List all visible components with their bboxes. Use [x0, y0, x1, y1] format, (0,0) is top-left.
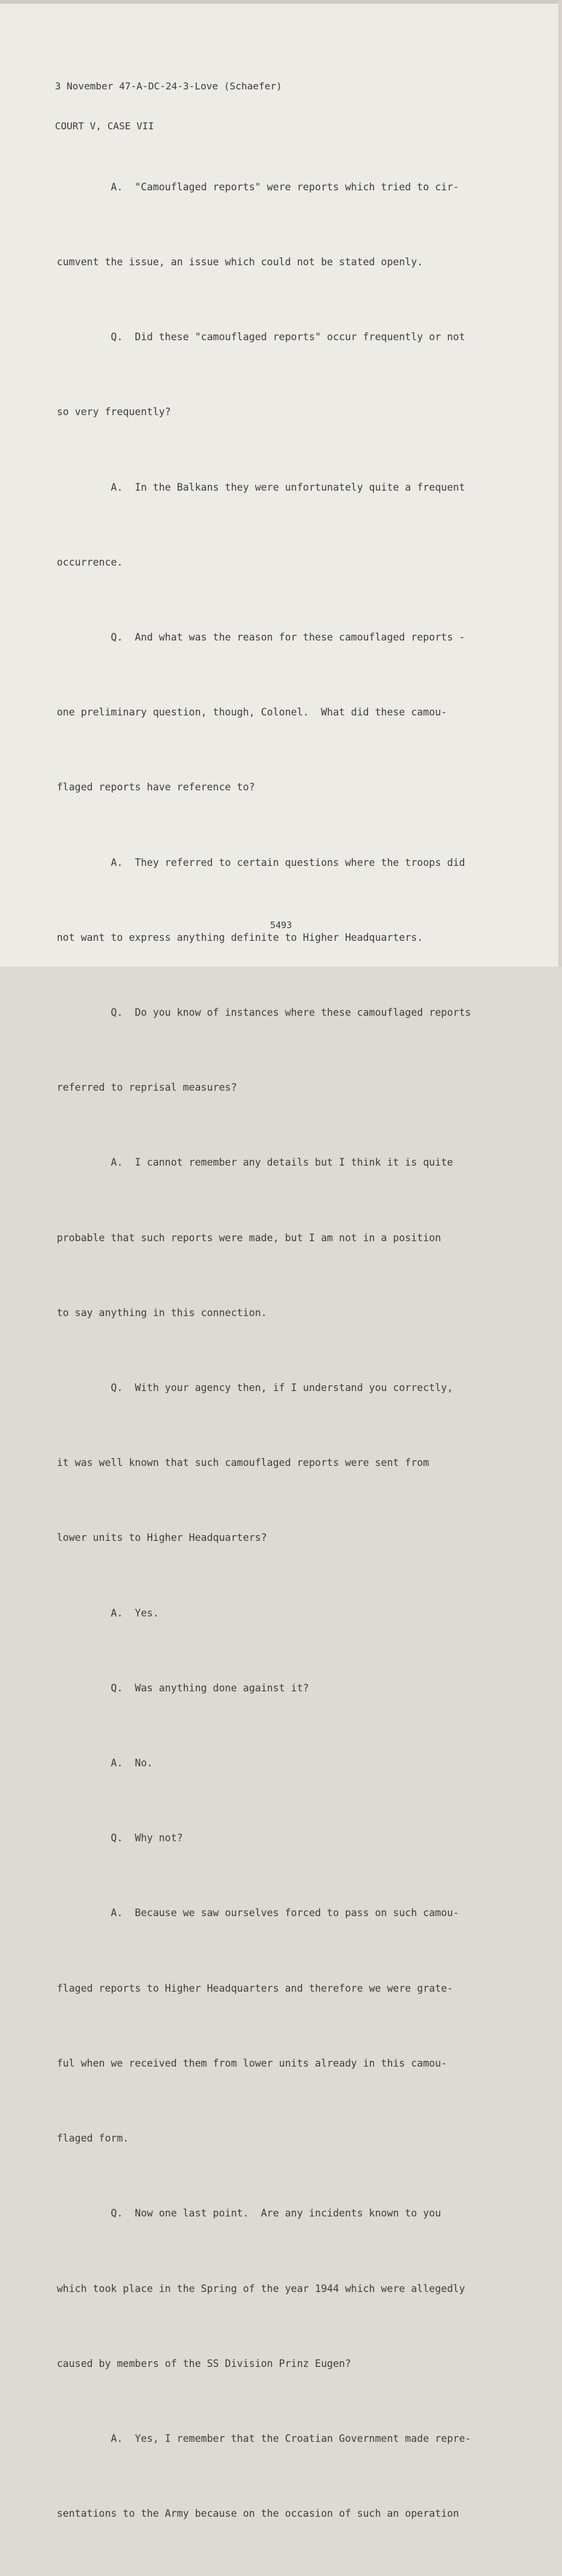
transcript-body	[57, 124, 540, 2576]
transcript-line: Q. And what was the reason for these camouflaged reports -	[57, 631, 465, 644]
transcript-line: which took place in the Spring of the year 1944 which were allegedly	[57, 2282, 465, 2294]
transcript-line: probable that such reports were made, but I am not in a position	[57, 1232, 441, 1244]
transcript-line: not want to express anything definite to Higher Headquarters.	[57, 931, 423, 943]
transcript-line: Q. Do you know of instances where these camouflaged reports	[57, 1007, 471, 1019]
transcript-line: A. I cannot remember any details but I think it is quite	[57, 1157, 453, 1169]
transcript-line: A. Because we saw ourselves forced to pass on such camou-	[57, 1907, 459, 1919]
transcript-line: flaged reports have reference to?	[57, 781, 255, 793]
header-date-reference: 3 November 47-A-DC-24-3-Love (Schaefer)	[55, 80, 282, 92]
header-court-case: COURT V, CASE VII	[55, 120, 154, 132]
transcript-line: caused by members of the SS Division Prinz Eugen?	[57, 2357, 351, 2369]
transcript-line: occurrence.	[57, 556, 123, 568]
transcript-line: flaged form.	[57, 2132, 129, 2145]
transcript-line: so very frequently?	[57, 406, 171, 418]
transcript-line: ful when we received them from lower units already in this camou-	[57, 2057, 447, 2069]
page-number: 5493	[270, 920, 292, 931]
transcript-line: flaged reports to Higher Headquarters and therefore we were grate-	[57, 1982, 453, 1994]
transcript-line: A. Yes, I remember that the Croatian Government made repre-	[57, 2432, 471, 2444]
transcript-line: cumvent the issue, an issue which could not be stated openly.	[57, 256, 423, 268]
scan-top-edge	[0, 0, 562, 4]
transcript-line: lower units to Higher Headquarters?	[57, 1532, 267, 1544]
transcript-line: Q. Now one last point. Are any incidents known to you	[57, 2207, 441, 2219]
transcript-line: Q. Did these "camouflaged reports" occur frequently or not	[57, 331, 465, 343]
transcript-line: A. "Camouflaged reports" were reports which tried to cir-	[57, 181, 459, 193]
transcript-line: Q. Was anything done against it?	[57, 1682, 309, 1694]
transcript-line: A. They referred to certain questions where the troops did	[57, 856, 465, 868]
transcript-line: Q. Why not?	[57, 1832, 183, 1844]
transcript-line: A. Yes.	[57, 1607, 159, 1619]
scan-right-edge	[558, 0, 562, 967]
transcript-line: to say anything in this connection.	[57, 1306, 267, 1319]
transcript-line: sentations to the Army because on the occasion of such an operation	[57, 2508, 459, 2520]
transcript-line: A. No.	[57, 1757, 153, 1769]
transcript-line: Q. With your agency then, if I understand you correctly,	[57, 1382, 453, 1394]
transcript-line: it was well known that such camouflaged reports were sent from	[57, 1457, 429, 1469]
transcript-line: referred to reprisal measures?	[57, 1082, 237, 1094]
transcript-line: A. In the Balkans they were unfortunately quite a frequent	[57, 481, 465, 493]
transcript-line: one preliminary question, though, Colonel. What did these camou-	[57, 706, 447, 718]
